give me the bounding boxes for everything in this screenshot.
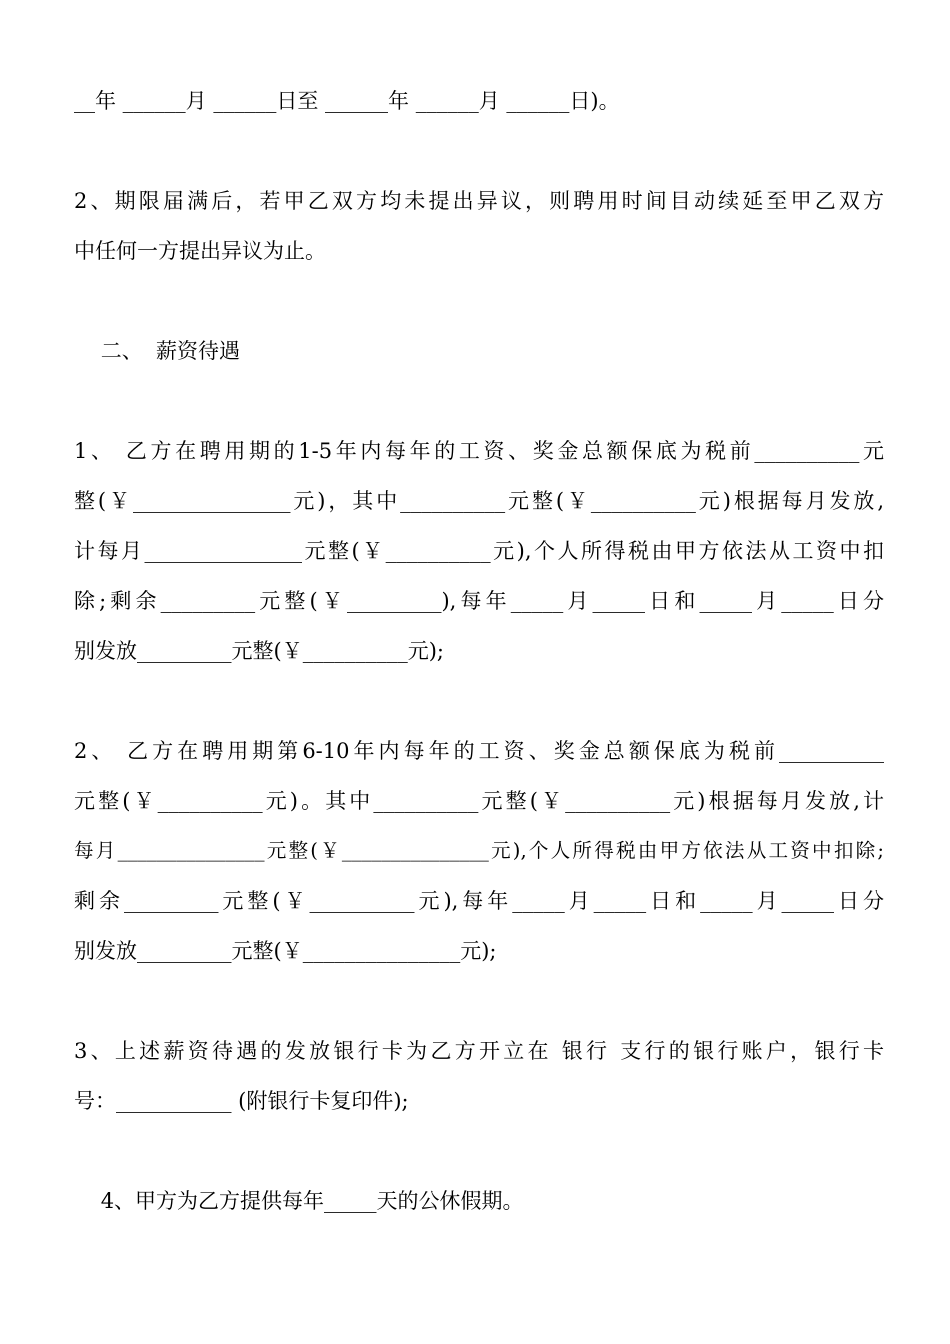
salary-clause-3-line-2: 号：___________ (附银行卡复印件); — [74, 1089, 409, 1113]
salary-clause-1-line-5: 别发放_________元整(￥__________元); — [74, 639, 444, 663]
term-date-line: __年 ______月 ______日至 ______年 ______月 ______日)。 — [74, 89, 620, 113]
clause-2-renewal-line-2: 中任何一方提出异议为止。 — [74, 239, 326, 263]
salary-clause-1-line-1: 1、 乙方在聘用期的1-5年内每年的工资、奖金总额保底为税前__________元 — [74, 439, 884, 463]
salary-clause-4-line-1: 4、甲方为乙方提供每年_____天的公休假期。 — [74, 1189, 524, 1213]
salary-clause-2-line-3: 每月_______________元整(￥_______________元),个人所得税由甲方依法从工资中扣除; — [74, 839, 884, 862]
salary-clause-2-line-1: 2、 乙方在聘用期第6-10年内每年的工资、奖金总额保底为税前__________ — [74, 739, 884, 763]
clause-2-renewal-line-1: 2、期限届满后，若甲乙双方均未提出异议，则聘用时间目动续延至甲乙双方 — [74, 189, 884, 213]
section-heading-salary: 二、 薪资待遇 — [74, 339, 241, 363]
salary-clause-2-line-5: 别发放_________元整(￥_______________元); — [74, 939, 497, 963]
salary-clause-1-line-2: 整(￥_______________元)，其中__________元整(￥__________元)根据每月发放, — [74, 489, 884, 513]
salary-clause-1-line-4: 除;剩余_________元整(￥_________),每年_____月_____日和_____月_____日分 — [74, 589, 884, 613]
salary-clause-2-line-4: 剩余_________元整(￥__________元),每年_____月_____日和_____月_____日分 — [74, 889, 884, 913]
salary-clause-3-line-1: 3、上述薪资待遇的发放银行卡为乙方开立在 银行 支行的银行账户，银行卡 — [74, 1039, 884, 1063]
salary-clause-2-line-2: 元整(￥__________元)。其中__________元整(￥__________元)根据每月发放,计 — [74, 789, 884, 813]
salary-clause-1-line-3: 计每月_______________元整(￥__________元),个人所得税由甲方依法从工资中扣 — [74, 539, 884, 563]
